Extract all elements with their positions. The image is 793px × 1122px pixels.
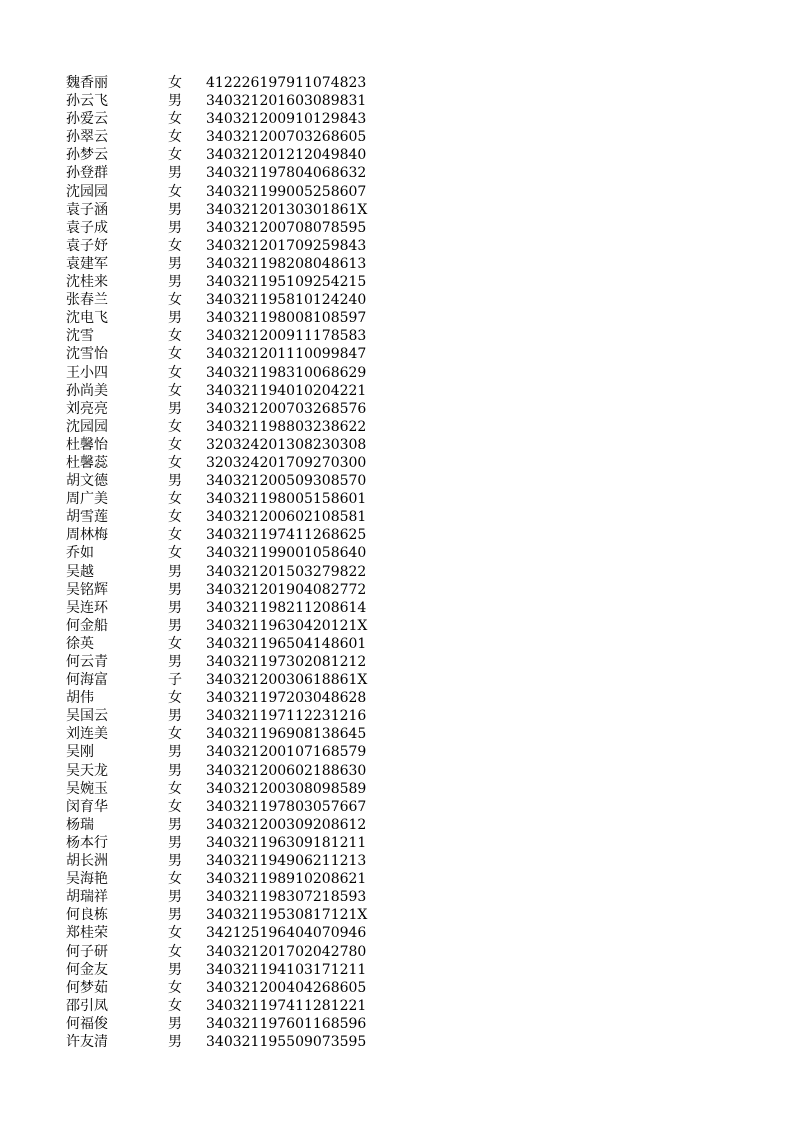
gender-cell: 女 xyxy=(168,364,182,381)
id-number-cell: 340321198910208621 xyxy=(206,871,367,888)
gender-cell: 男 xyxy=(168,816,182,833)
gender-cell: 女 xyxy=(168,798,182,815)
gender-cell: 女 xyxy=(168,943,182,960)
id-number-cell: 340321200509308570 xyxy=(206,473,367,490)
gender-cell: 女 xyxy=(168,979,182,996)
id-number-cell: 340321197411268625 xyxy=(206,527,367,544)
id-number-cell: 340321197302081212 xyxy=(206,654,367,670)
table-row xyxy=(66,472,386,490)
name-cell: 沈桂来 xyxy=(66,274,108,291)
table-row xyxy=(66,924,386,942)
name-cell: 胡长洲 xyxy=(66,853,108,870)
name-cell: 袁子成 xyxy=(66,219,108,236)
gender-cell: 男 xyxy=(168,599,182,616)
gender-cell: 女 xyxy=(168,183,182,200)
id-number-cell: 340321200107168579 xyxy=(206,744,367,761)
name-cell: 孙登群 xyxy=(66,165,108,182)
table-row xyxy=(66,454,386,472)
table-row xyxy=(66,164,386,182)
table-row xyxy=(66,128,386,146)
id-number-cell: 340321198208048613 xyxy=(206,255,367,272)
id-number-cell: 340321198008108597 xyxy=(206,310,367,327)
id-number-cell: 340321201110099847 xyxy=(206,346,367,363)
table-row xyxy=(66,635,386,653)
id-number-cell: 34032119630420121X xyxy=(206,617,368,634)
name-cell: 邵引凤 xyxy=(66,997,108,1014)
name-cell: 胡雪莲 xyxy=(66,509,108,526)
id-number-cell: 34032119530817121X xyxy=(206,907,368,924)
name-cell: 何良栋 xyxy=(66,907,108,924)
id-number-cell: 340321201904082772 xyxy=(206,581,367,598)
table-row xyxy=(66,291,386,309)
name-cell: 吴越 xyxy=(66,563,94,580)
name-cell: 周林梅 xyxy=(66,527,108,544)
name-cell: 胡伟 xyxy=(66,690,94,707)
table-row xyxy=(66,110,386,128)
name-cell: 吴国云 xyxy=(66,708,108,725)
id-number-cell: 342125196404070946 xyxy=(206,925,367,942)
id-number-cell: 340321200703268576 xyxy=(206,400,367,417)
id-number-cell: 340321198307218593 xyxy=(206,889,367,906)
id-number-cell: 340321198005158601 xyxy=(206,491,367,508)
gender-cell: 男 xyxy=(168,563,182,580)
name-cell: 王小四 xyxy=(66,364,108,381)
table-row xyxy=(66,961,386,979)
name-cell: 郑桂荣 xyxy=(66,925,108,942)
gender-cell: 男 xyxy=(168,654,182,670)
table-row xyxy=(66,146,386,164)
table-row xyxy=(66,237,386,255)
name-cell: 孙云飞 xyxy=(66,93,108,110)
name-cell: 何金船 xyxy=(66,617,108,634)
id-number-cell: 340321200910129843 xyxy=(206,111,367,128)
table-row xyxy=(66,852,386,870)
id-number-cell: 340321198310068629 xyxy=(206,364,367,381)
name-cell: 刘亮亮 xyxy=(66,400,108,417)
gender-cell: 女 xyxy=(168,527,182,544)
gender-cell: 女 xyxy=(168,635,182,652)
gender-cell: 男 xyxy=(168,1033,182,1050)
id-number-cell: 340321199005258607 xyxy=(206,183,367,200)
gender-cell: 男 xyxy=(168,961,182,978)
table-row xyxy=(66,74,386,92)
gender-cell: 男 xyxy=(168,255,182,272)
table-row xyxy=(66,762,386,780)
name-cell: 杜馨怡 xyxy=(66,436,108,453)
table-row xyxy=(66,436,386,454)
table-row xyxy=(66,1033,386,1051)
name-cell: 乔如 xyxy=(66,545,94,562)
gender-cell: 男 xyxy=(168,274,182,291)
table-row xyxy=(66,309,386,327)
table-row xyxy=(66,888,386,906)
id-number-cell: 340321201503279822 xyxy=(206,563,367,580)
name-cell: 何梦茹 xyxy=(66,979,108,996)
name-cell: 张春兰 xyxy=(66,292,108,309)
table-row xyxy=(66,725,386,743)
id-number-cell: 340321200308098589 xyxy=(206,780,367,797)
id-number-cell: 340321200602188630 xyxy=(206,762,367,779)
gender-cell: 男 xyxy=(168,473,182,490)
gender-cell: 女 xyxy=(168,545,182,562)
name-cell: 何云青 xyxy=(66,654,108,670)
gender-cell: 男 xyxy=(168,310,182,327)
name-cell: 沈园园 xyxy=(66,418,108,435)
table-row xyxy=(66,979,386,997)
table-row xyxy=(66,183,386,201)
id-number-cell: 34032120130301861X xyxy=(206,201,368,218)
name-cell: 沈园园 xyxy=(66,183,108,200)
gender-cell: 女 xyxy=(168,871,182,888)
gender-cell: 男 xyxy=(168,708,182,725)
table-row xyxy=(66,798,386,816)
gender-cell: 女 xyxy=(168,509,182,526)
table-row xyxy=(66,201,386,219)
table-row xyxy=(66,418,386,436)
gender-cell: 男 xyxy=(168,617,182,634)
table-row xyxy=(66,816,386,834)
table-row xyxy=(66,364,386,382)
table-row xyxy=(66,707,386,725)
table-row xyxy=(66,508,386,526)
table-row xyxy=(66,526,386,544)
id-number-cell: 340321199001058640 xyxy=(206,545,367,562)
gender-cell: 女 xyxy=(168,328,182,345)
table-row xyxy=(66,1015,386,1033)
gender-cell: 女 xyxy=(168,75,182,91)
id-number-cell: 340321195509073595 xyxy=(206,1033,367,1050)
name-cell: 吴婉玉 xyxy=(66,780,108,797)
name-cell: 沈雪怡 xyxy=(66,346,108,363)
name-cell: 胡文德 xyxy=(66,473,108,490)
id-number-cell: 340321200708078595 xyxy=(206,219,367,236)
table-row xyxy=(66,581,386,599)
id-number-cell: 340321200404268605 xyxy=(206,979,367,996)
name-cell: 袁建军 xyxy=(66,255,108,272)
table-row xyxy=(66,345,386,363)
table-row xyxy=(66,780,386,798)
name-cell: 杨瑞 xyxy=(66,816,94,833)
id-number-cell: 340321200309208612 xyxy=(206,816,367,833)
id-number-cell: 340321196504148601 xyxy=(206,635,367,652)
gender-cell: 女 xyxy=(168,346,182,363)
id-number-cell: 320324201308230308 xyxy=(206,436,367,453)
name-cell: 何金友 xyxy=(66,961,108,978)
gender-cell: 男 xyxy=(168,1015,182,1032)
name-cell: 何海富 xyxy=(66,672,108,689)
gender-cell: 女 xyxy=(168,690,182,707)
table-row xyxy=(66,273,386,291)
id-number-cell: 320324201709270300 xyxy=(206,454,367,471)
table-row xyxy=(66,599,386,617)
gender-cell: 男 xyxy=(168,165,182,182)
name-cell: 何子研 xyxy=(66,943,108,960)
table-row xyxy=(66,563,386,581)
table-row xyxy=(66,219,386,237)
name-cell: 沈电飞 xyxy=(66,310,108,327)
id-number-cell: 340321197803057667 xyxy=(206,798,367,815)
gender-cell: 男 xyxy=(168,744,182,761)
gender-cell: 女 xyxy=(168,129,182,146)
gender-cell: 女 xyxy=(168,436,182,453)
id-number-cell: 340321198803238622 xyxy=(206,418,367,435)
table-row xyxy=(66,617,386,635)
name-cell: 许友清 xyxy=(66,1033,108,1050)
gender-cell: 女 xyxy=(168,382,182,399)
gender-cell: 女 xyxy=(168,780,182,797)
gender-cell: 男 xyxy=(168,762,182,779)
id-number-cell: 340321194010204221 xyxy=(206,382,367,399)
table-row xyxy=(66,544,386,562)
gender-cell: 女 xyxy=(168,997,182,1014)
gender-cell: 女 xyxy=(168,147,182,164)
name-cell: 杜馨蕊 xyxy=(66,454,108,471)
name-cell: 孙梦云 xyxy=(66,147,108,164)
table-row xyxy=(66,400,386,418)
name-cell: 闵育华 xyxy=(66,798,108,815)
name-cell: 魏香丽 xyxy=(66,75,108,91)
name-cell: 杨本行 xyxy=(66,834,108,851)
name-cell: 刘连美 xyxy=(66,726,108,743)
id-number-cell: 340321197411281221 xyxy=(206,997,367,1014)
table-row xyxy=(66,653,386,671)
id-number-cell: 340321201702042780 xyxy=(206,943,367,960)
id-number-cell: 340321197804068632 xyxy=(206,165,367,182)
gender-cell: 女 xyxy=(168,726,182,743)
name-cell: 孙翠云 xyxy=(66,129,108,146)
gender-cell: 女 xyxy=(168,925,182,942)
id-number-cell: 412226197911074823 xyxy=(206,75,367,91)
gender-cell: 男 xyxy=(168,400,182,417)
gender-cell: 男 xyxy=(168,219,182,236)
id-number-cell: 340321194103171211 xyxy=(206,961,367,978)
name-cell: 吴刚 xyxy=(66,744,94,761)
id-number-cell: 340321197601168596 xyxy=(206,1015,367,1032)
name-cell: 胡瑞祥 xyxy=(66,889,108,906)
name-cell: 吴天龙 xyxy=(66,762,108,779)
table-row xyxy=(66,490,386,508)
table-row xyxy=(66,743,386,761)
gender-cell: 女 xyxy=(168,454,182,471)
id-number-cell: 340321198211208614 xyxy=(206,599,367,616)
id-number-cell: 340321201212049840 xyxy=(206,147,367,164)
gender-cell: 男 xyxy=(168,889,182,906)
person-list xyxy=(66,74,386,1051)
table-row xyxy=(66,943,386,961)
id-number-cell: 340321201709259843 xyxy=(206,237,367,254)
gender-cell: 男 xyxy=(168,907,182,924)
name-cell: 周广美 xyxy=(66,491,108,508)
id-number-cell: 340321194906211213 xyxy=(206,853,367,870)
id-number-cell: 34032120030618861X xyxy=(206,672,368,689)
gender-cell: 男 xyxy=(168,201,182,218)
table-row xyxy=(66,382,386,400)
id-number-cell: 340321196309181211 xyxy=(206,834,367,851)
gender-cell: 女 xyxy=(168,111,182,128)
name-cell: 何福俊 xyxy=(66,1015,108,1032)
gender-cell: 男 xyxy=(168,93,182,110)
id-number-cell: 340321196908138645 xyxy=(206,726,367,743)
gender-cell: 男 xyxy=(168,834,182,851)
gender-cell: 女 xyxy=(168,237,182,254)
id-number-cell: 340321200911178583 xyxy=(206,328,367,345)
name-cell: 沈雪 xyxy=(66,328,94,345)
id-number-cell: 340321195109254215 xyxy=(206,274,367,291)
table-row xyxy=(66,834,386,852)
name-cell: 袁子涵 xyxy=(66,201,108,218)
table-row xyxy=(66,997,386,1015)
table-row xyxy=(66,906,386,924)
table-row xyxy=(66,255,386,273)
id-number-cell: 340321197112231216 xyxy=(206,708,367,725)
name-cell: 吴海艳 xyxy=(66,871,108,888)
name-cell: 徐英 xyxy=(66,635,94,652)
id-number-cell: 340321201603089831 xyxy=(206,93,367,110)
gender-cell: 女 xyxy=(168,491,182,508)
table-row xyxy=(66,671,386,689)
table-row xyxy=(66,92,386,110)
id-number-cell: 340321195810124240 xyxy=(206,292,367,309)
gender-cell: 子 xyxy=(168,672,182,689)
table-row xyxy=(66,689,386,707)
gender-cell: 男 xyxy=(168,853,182,870)
name-cell: 吴铭辉 xyxy=(66,581,108,598)
id-number-cell: 340321197203048628 xyxy=(206,690,367,707)
name-cell: 孙爱云 xyxy=(66,111,108,128)
name-cell: 吴连环 xyxy=(66,599,108,616)
id-number-cell: 340321200703268605 xyxy=(206,129,367,146)
name-cell: 袁子妤 xyxy=(66,237,108,254)
gender-cell: 女 xyxy=(168,292,182,309)
id-number-cell: 340321200602108581 xyxy=(206,509,367,526)
name-cell: 孙尚美 xyxy=(66,382,108,399)
table-row xyxy=(66,870,386,888)
gender-cell: 男 xyxy=(168,581,182,598)
table-row xyxy=(66,327,386,345)
gender-cell: 女 xyxy=(168,418,182,435)
